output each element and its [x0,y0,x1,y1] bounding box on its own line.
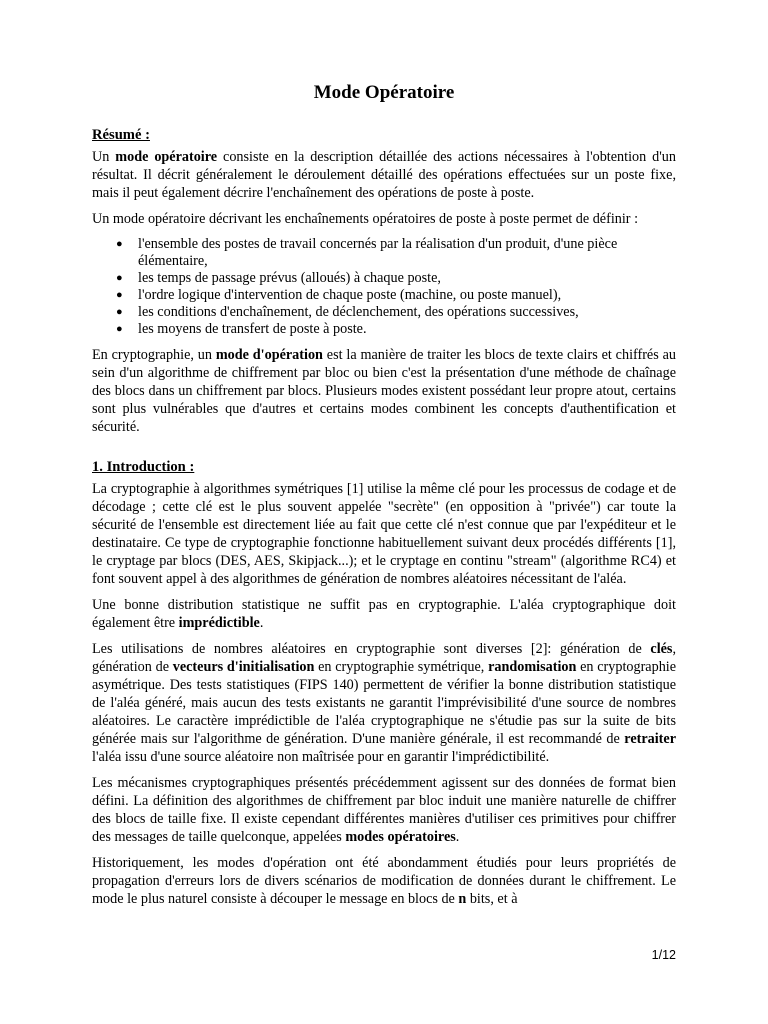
paragraph-resume-2: Un mode opératoire décrivant les enchaînements opératoires de poste à poste permet de définir : [92,211,639,227]
list-item: ● les moyens de transfert de poste à poste. [116,321,367,337]
bold-term: retraiter [624,731,676,747]
list-item: ● l'ensemble des postes de travail concernés par la réalisation d'un produit, d'une pièce élémentaire, [116,236,618,269]
list-item: ● les conditions d'enchaînement, de déclenchement, des opérations successives, [116,304,579,320]
bullet-icon: ● [116,272,123,284]
document-title: Mode Opératoire [313,82,455,103]
bullet-list [92,236,676,338]
paragraph-intro-5: Historiquement, les modes d'opération ont été abondamment étudiés pour leurs propriétés de propagation d'erreurs lors de divers scénarios de modification de données durant le chiffrement. Le mode le plus naturel consiste à découper le message en blocs de n bits, et à [92,855,676,907]
bold-term: randomisation [488,659,577,675]
paragraph-intro-2: Une bonne distribution statistique ne suffit pas en cryptographie. L'aléa cryptographique doit également être imprédictible. [92,597,676,631]
bold-term: imprédictible [178,615,260,631]
list-item: ● les temps de passage prévus (alloués) à chaque poste, [116,270,441,286]
bullet-icon: ● [116,323,123,335]
paragraph-intro-4: Les mécanismes cryptographiques présentés précédemment agissent sur des données de format bien défini. La définition des algorithmes de chiffrement par bloc induit une manière naturelle de chiffrer des blocs de taille fixe. Il existe cependant différentes manières d'utiliser ces primitives pour chiffrer des messages de taille quelconque, appelées modes opératoires. [92,775,676,845]
paragraph-intro-3: Les utilisations de nombres aléatoires en cryptographie sont diverses [2]: génération de clés, génération de vecteurs d'initialisation en cryptographie symétrique, randomisation en cryptographie asymétrique. Des tests statistiques (FIPS 140) permettent de vérifier la bonne distribution statistique de l'aléa généré, mais aucun des tests existants ne garantit l'imprévisibilité d'une source de nombres aléatoires. Le caractère imprédictible de l'aléa cryptographique ne s'étudie pas sur la suite de bits générée mais sur l'algorithme de génération. D'une manière générale, il est recommandé de retraiter l'aléa issu d'une source aléatoire non maîtrisée pour en garantir l'imprédictibilité. [92,641,677,765]
bullet-icon: ● [116,289,123,301]
bold-term: modes opératoires [345,829,456,845]
section-heading-resume: Résumé : [92,127,150,143]
paragraph-resume-3: En cryptographie, un mode d'opération est la manière de traiter les blocs de texte clairs et chiffrés au sein d'un algorithme de chiffrement par bloc ou bien c'est la présentation d'une méthode de chaînage des blocs dans un chiffrement par blocs. Plusieurs modes existent possédant leur propre atout, certains sont plus vulnérables que d'autres et certains modes combinent les concepts d'authentification et sécurité. [92,347,676,435]
page-number: 1/12 [651,948,676,962]
section-heading-introduction: 1. Introduction : [92,459,195,475]
bold-term: mode d'opération [215,347,323,363]
bullet-icon: ● [116,306,123,318]
list-item: ● l'ordre logique d'intervention de chaque poste (machine, ou poste manuel), [116,287,562,303]
bold-term: n [458,891,467,907]
paragraph-intro-1: La cryptographie à algorithmes symétriques [1] utilise la même clé pour les processus de codage et de décodage ; cette clé est le plus souvent appelée "secrète" (en opposition à "privée") car toute la sécurité de l'ensemble est directement liée au fait que cette clé n'est connue que par l'expéditeur et le destinataire. Ce type de cryptographie fonctionne habituellement suivant deux procédés différents [1], le cryptage par blocs (DES, AES, Skipjack...); et le cryptage en continu "stream" (algorithme RC4) et font souvent appel à des algorithmes de génération de nombres aléatoires nécessitant de l'aléa. [92,481,676,587]
bold-term: mode opératoire [115,149,218,165]
bold-term: clés [650,641,673,657]
bullet-icon: ● [116,238,123,250]
bold-term: vecteurs d'initialisation [172,659,315,675]
paragraph-resume-1: Un mode opératoire consiste en la description détaillée des actions nécessaires à l'obtention d'un résultat. Il décrit généralement le déroulement détaillé des opérations effectuées sur un poste fixe, mais il peut également décrire l'enchaînement des opérations de poste à poste. [92,149,676,201]
